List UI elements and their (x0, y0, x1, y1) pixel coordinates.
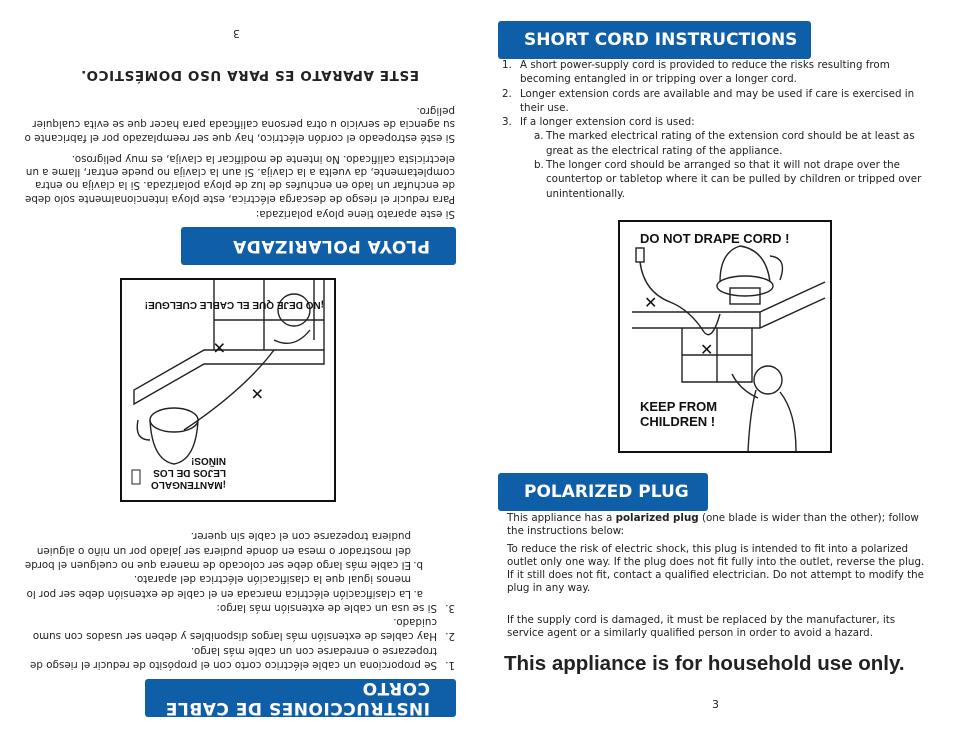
household-use-footer: This appliance is for household use only. (504, 652, 905, 675)
drape-cord-illustration-es (120, 278, 336, 502)
do-not-drape-label-es: ¡NO DEJE QUE EL CABLE CUELGUE! (144, 299, 324, 310)
section-heading-polarized-plug: POLARIZED PLUG (498, 473, 708, 511)
section-heading-short-cord-es: INSTRUCCIONES DE CABLE CORTO (145, 679, 456, 717)
page-number: 3 (712, 698, 719, 711)
plug-paragraph: Si este aparato tiene ploya polarizada: (255, 208, 455, 220)
list-item: 2. Longer extension cords are available and may be used if care is exercised in their use. (502, 87, 915, 114)
plug-paragraph: This appliance has a polarized plug (one blade is wider than the other); follow the instructions below: (507, 512, 919, 538)
section-heading-short-cord: SHORT CORD INSTRUCTIONS (498, 21, 811, 59)
keep-away-label-es: ¡MANTENGALO LEJOS DE LOS NIÑOS! (151, 455, 226, 490)
plug-paragraph: Si esté estropeado el cordón eléctrico, hay que ser reemplazado por el fabricante o su agencia de servicio u otra persona calificada para hacer que se evita cualquier peligro. (24, 104, 455, 144)
svg-text:✕: ✕ (700, 340, 714, 359)
do-not-drape-label: DO NOT DRAPE CORD ! (640, 231, 790, 246)
list-item: 2. Hay cables de extensión más largos disponibles y deben ser usados con sumo cuidado. (32, 616, 455, 643)
list-subitem: b. The longer cord should be arranged so that it will not drape over the countertop or tabletop where it can be pulled by children or tripped over unintentionally. (534, 159, 922, 200)
list-item: 3. Si se usa un cable de extensión más largo: a. La clasificación eléctrica marcada en el cable de extensión debe ser por lo menos igual que la clasificación eléctrica del aparato. b. El cable más largo debe ser colocado de manera que no cuelguen el borde del mostrador o mesa en donde pudiera ser jalado por un niño o alguien pudiera tropezarse con el cable sin querer. (15, 529, 455, 615)
short-cord-list (502, 58, 930, 201)
polarized-plug-text (507, 512, 927, 640)
list-subitem: a. The marked electrical rating of the extension cord should be at least as great as the electrical rating of the appliance. (534, 130, 915, 157)
list-item: 1. Se proporciona un cable eléctrico corto con el propósito de reducir el riesgo de tropezarse o enredarse con un cable más largo. (30, 644, 455, 671)
svg-text:✕: ✕ (250, 384, 264, 403)
plug-paragraph: Para reducir el riesgo de descarga eléctrica, este ploya intencionalmente solo debe de enchufar un lado en enchufes de luz de ploya polarizada. Si la clavija no entra completamente, da vuelta a la clavija. Si aun la clavija no puede entrar, llame a un electricista calificado. No intente de modificar la clavija, es muy peligroso. (25, 152, 455, 205)
english-page (477, 0, 954, 738)
svg-text:✕: ✕ (644, 293, 658, 312)
household-use-footer-es: ESTE APARATO ES PARA USO DOMÉSTICO. (80, 67, 419, 83)
page-number: 3 (233, 27, 240, 40)
keep-from-children-label: KEEP FROM CHILDREN ! (640, 399, 718, 429)
drape-cord-illustration (618, 220, 832, 453)
list-item: 1. A short power-supply cord is provided to reduce the risks resulting from becoming entangled in or tripping over a longer cord. (502, 59, 890, 86)
plug-paragraph: To reduce the risk of electric shock, this plug is intended to fit into a polarized outlet only one way. If the plug does not fit fully into the outlet, reverse the plug. If it still does not fit, contact a qualified electrician. Do not attempt to modify the plug in any way. (507, 542, 925, 595)
plug-paragraph: If the supply cord is damaged, it must be replaced by the manufacturer, its service agent or a similarly qualified person in order to avoid a hazard. (507, 613, 896, 640)
section-heading-polarized-plug-es: PLOYA POLARIZADA (181, 227, 456, 265)
svg-text:✕: ✕ (212, 338, 226, 357)
list-item: 3. If a longer extension cord is used: a. The marked electrical rating of the extension cord should be at least as great as the electrical rating of the appliance. b. The longer cord should be arranged so that it will not drape over the countertop or tabletop where it can be pulled by children or tripped over unintentionally. (502, 115, 930, 201)
list-subitem: b. El cable más largo debe ser colocado de manera que no cuelguen el borde del mostrador o mesa en donde pudiera ser jalado por un niño o alguien pudiera tropezarse con el cable sin querer. (24, 530, 423, 571)
polarized-plug-text-es (15, 104, 455, 220)
list-subitem: a. La clasificación eléctrica marcada en el cable de extensión debe ser por lo menos igual que la clasificación eléctrica del aparato. (26, 573, 423, 600)
short-cord-list-es (15, 529, 455, 672)
